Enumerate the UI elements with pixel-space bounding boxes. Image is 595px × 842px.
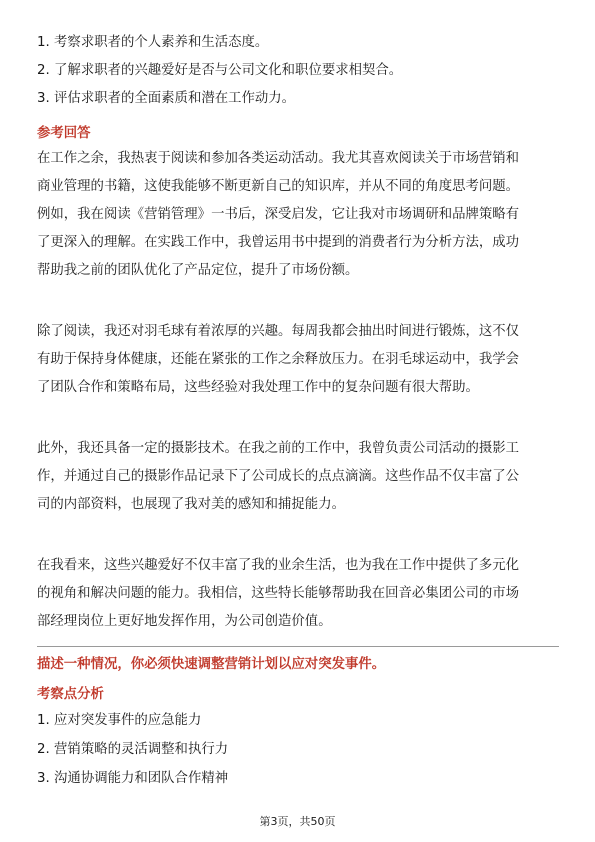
paragraph-line: 帮助我之前的团队优化了产品定位，提升了市场份额。 (37, 263, 359, 278)
paragraph-line: 了团队合作和策略布局，这些经验对我处理工作中的复杂问题有很大帮助。 (37, 380, 479, 395)
answer-heading: 参考回答 (37, 126, 91, 141)
paragraph-line: 作，并通过自己的摄影作品记录下了公司成长的点点滴滴。这些作品不仅丰富了公 (37, 469, 520, 484)
paragraph-line: 的视角和解决问题的能力。我相信，这些特长能够帮助我在回音必集团公司的市场 (37, 586, 520, 601)
paragraph-line: 有助于保持身体健康，还能在紧张的工作之余释放压力。在羽毛球运动中，我学会 (37, 352, 520, 367)
section-divider (37, 646, 559, 647)
intro-list-item: 2. 了解求职者的兴趣爱好是否与公司文化和职位要求相契合。 (37, 63, 403, 78)
paragraph-line: 例如，我在阅读《营销管理》一书后，深受启发，它让我对市场调研和品牌策略有 (37, 207, 520, 222)
page-number: 第3页，共50页 (259, 815, 336, 828)
paragraph-line: 部经理岗位上更好地发挥作用，为公司创造价值。 (37, 614, 332, 629)
question-title: 描述一种情况，你必须快速调整营销计划以应对突发事件。 (37, 657, 386, 672)
paragraph-line: 司的内部资料，也展现了我对美的感知和捕捉能力。 (37, 497, 345, 512)
paragraph-line: 在工作之余，我热衷于阅读和参加各类运动活动。我尤其喜欢阅读关于市场营销和 (37, 151, 520, 166)
analysis-list-item: 3. 沟通协调能力和团队合作精神 (37, 771, 229, 786)
paragraph-line: 此外，我还具备一定的摄影技术。在我之前的工作中，我曾负责公司活动的摄影工 (37, 441, 520, 456)
intro-list-item: 3. 评估求职者的全面素质和潜在工作动力。 (37, 91, 296, 106)
paragraph-line: 商业管理的书籍，这使我能够不断更新自己的知识库，并从不同的角度思考问题。 (37, 179, 520, 194)
paragraph-line: 除了阅读，我还对羽毛球有着浓厚的兴趣。每周我都会抽出时间进行锻炼，这不仅 (37, 324, 520, 339)
analysis-list-item: 2. 营销策略的灵活调整和执行力 (37, 742, 229, 757)
paragraph-line: 在我看来，这些兴趣爱好不仅丰富了我的业余生活，也为我在工作中提供了多元化 (37, 558, 520, 573)
paragraph-line: 了更深入的理解。在实践工作中，我曾运用书中提到的消费者行为分析方法，成功 (37, 235, 520, 250)
analysis-list-item: 1. 应对突发事件的应急能力 (37, 713, 202, 728)
analysis-heading: 考察点分析 (37, 687, 104, 702)
intro-list-item: 1. 考察求职者的个人素养和生活态度。 (37, 35, 269, 50)
